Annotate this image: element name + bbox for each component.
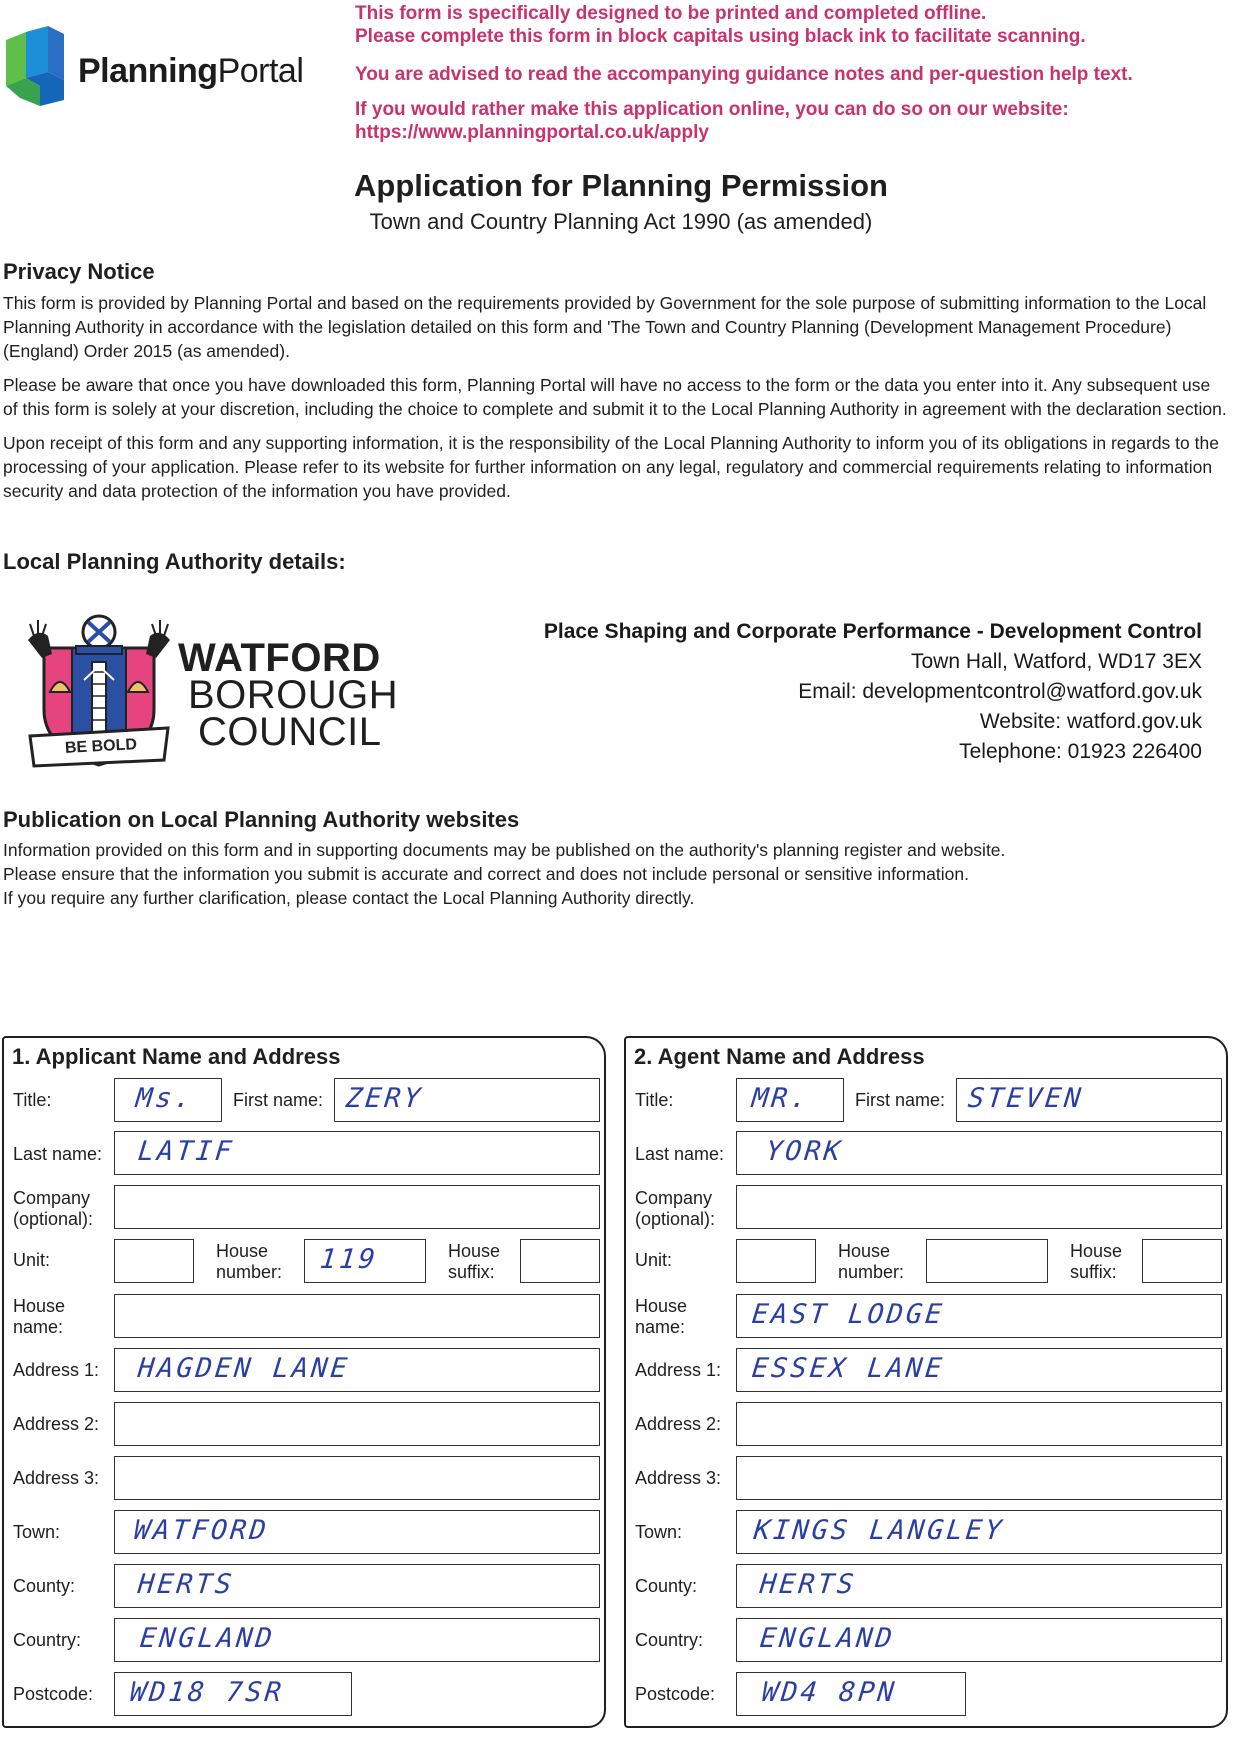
- company-label: Company (optional):: [13, 1188, 94, 1229]
- agent-country-value: ENGLAND: [758, 1623, 897, 1654]
- privacy-text: [3, 291, 1228, 503]
- applicant-town-value: WATFORD: [132, 1515, 271, 1546]
- house-number-label: House number:: [216, 1241, 283, 1282]
- applicant-address2-field[interactable]: [114, 1402, 600, 1446]
- planning-portal-logo-icon: [2, 26, 72, 106]
- applicant-title-value: Ms.: [134, 1083, 196, 1114]
- publication-text: [3, 838, 1228, 910]
- notice-line: You are advised to read the accompanying guidance notes and per-question help text.: [355, 64, 1133, 85]
- council-wordmark: [178, 636, 399, 754]
- applicant-section: [2, 1036, 606, 1728]
- agent-house-suffix-field[interactable]: [1142, 1239, 1222, 1283]
- agent-house-name-value: EAST LODGE: [750, 1299, 947, 1330]
- applicant-company-field[interactable]: [114, 1185, 600, 1229]
- address3-label: Address 3:: [635, 1468, 722, 1488]
- print-notice: [355, 2, 1235, 48]
- crest-motto: BE BOLD: [64, 736, 138, 757]
- last-name-label: Last name:: [635, 1144, 725, 1164]
- council-name-line: BOROUGH: [188, 673, 399, 717]
- first-name-label: First name:: [233, 1090, 324, 1110]
- country-label: Country:: [13, 1630, 82, 1650]
- unit-label: Unit:: [13, 1250, 51, 1270]
- applicant-heading: 1. Applicant Name and Address: [12, 1044, 341, 1069]
- first-name-label: First name:: [855, 1090, 946, 1110]
- publication-line: Information provided on this form and in supporting documents may be published on the authority's planning register and website.: [3, 840, 1006, 860]
- apply-link[interactable]: https://www.planningportal.co.uk/apply: [355, 122, 709, 143]
- council-name-line: WATFORD: [178, 636, 381, 680]
- last-name-label: Last name:: [13, 1144, 103, 1164]
- page-subtitle: Town and Country Planning Act 1990 (as amended): [369, 209, 873, 234]
- agent-heading: 2. Agent Name and Address: [634, 1044, 925, 1069]
- council-name-line: COUNCIL: [198, 710, 382, 754]
- lpa-telephone: Telephone: 01923 226400: [959, 740, 1202, 763]
- address2-label: Address 2:: [13, 1414, 100, 1434]
- house-name-label: House name:: [13, 1296, 66, 1337]
- lpa-department: Place Shaping and Corporate Performance - Development Control: [543, 620, 1202, 643]
- county-label: County:: [635, 1576, 698, 1596]
- lpa-address: Town Hall, Watford, WD17 3EX: [911, 650, 1202, 673]
- online-notice: [355, 98, 1235, 144]
- applicant-first-name-value: ZERY: [344, 1083, 425, 1114]
- agent-house-number-field[interactable]: [926, 1239, 1048, 1283]
- agent-last-name-value: YORK: [764, 1136, 845, 1167]
- applicant-house-suffix-field[interactable]: [520, 1239, 600, 1283]
- lpa-website[interactable]: Website: watford.gov.uk: [979, 710, 1202, 733]
- notice-line: If you would rather make this application online, you can do so on our website:: [355, 99, 1069, 120]
- publication-line: If you require any further clarification, please contact the Local Planning Authority directly.: [3, 888, 695, 908]
- agent-address1-value: ESSEX LANE: [750, 1353, 947, 1384]
- applicant-last-name-value: LATIF: [136, 1136, 236, 1167]
- guidance-notice: [355, 63, 1235, 86]
- town-label: Town:: [635, 1522, 683, 1542]
- title-label: Title:: [635, 1090, 674, 1110]
- house-suffix-label: House suffix:: [448, 1241, 501, 1282]
- privacy-paragraph: Please be aware that once you have downloaded this form, Planning Portal will have no access to the form or the data you enter into it. Any subsequent use of this form is solely at your discretion, including the choice to complete and submit it to the Local Planning Authority in agreement with the declaration section.: [3, 375, 1227, 419]
- applicant-house-number-value: 119: [318, 1244, 380, 1275]
- privacy-heading: Privacy Notice: [3, 259, 155, 284]
- country-label: Country:: [635, 1630, 704, 1650]
- agent-unit-field[interactable]: [736, 1239, 816, 1283]
- address2-label: Address 2:: [635, 1414, 722, 1434]
- notice-line: Please complete this form in block capitals using black ink to facilitate scanning.: [355, 26, 1086, 47]
- applicant-address1-value: HAGDEN LANE: [136, 1353, 352, 1384]
- house-name-label: House name:: [635, 1296, 688, 1337]
- page-title: Application for Planning Permission: [354, 168, 888, 203]
- address1-label: Address 1:: [13, 1360, 100, 1380]
- privacy-paragraph: This form is provided by Planning Portal and based on the requirements provided by Government for the sole purpose of submitting information to the Local Planning Authority in accordance with the legislation detailed on this form and 'The Town and Country Planning (Development Management Procedure) (England) Order 2015 (as amended).: [3, 293, 1207, 361]
- lpa-contact-details: [442, 617, 1202, 767]
- agent-postcode-value: WD4 8PN: [760, 1677, 899, 1708]
- company-label: Company (optional):: [635, 1188, 716, 1229]
- agent-town-value: KINGS LANGLEY: [752, 1515, 1006, 1546]
- planning-portal-logo: [2, 26, 302, 112]
- notice-line: This form is specifically designed to be printed and completed offline.: [355, 3, 987, 24]
- house-suffix-label: House suffix:: [1070, 1241, 1123, 1282]
- agent-county-value: HERTS: [758, 1569, 858, 1600]
- applicant-country-value: ENGLAND: [138, 1623, 277, 1654]
- applicant-postcode-value: WD18 7SR: [128, 1677, 286, 1708]
- title-label: Title:: [13, 1090, 52, 1110]
- lpa-heading: Local Planning Authority details:: [3, 549, 346, 574]
- address1-label: Address 1:: [635, 1360, 722, 1380]
- lpa-email[interactable]: Email: developmentcontrol@watford.gov.uk: [798, 680, 1202, 703]
- agent-company-field[interactable]: [736, 1185, 1222, 1229]
- county-label: County:: [13, 1576, 76, 1596]
- unit-label: Unit:: [635, 1250, 673, 1270]
- postcode-label: Postcode:: [13, 1684, 94, 1704]
- council-crest: [24, 610, 174, 770]
- house-number-label: House number:: [838, 1241, 905, 1282]
- publication-line: Please ensure that the information you submit is accurate and correct and does not include personal or sensitive information.: [3, 864, 969, 884]
- agent-title-value: MR.: [750, 1083, 812, 1114]
- applicant-unit-field[interactable]: [114, 1239, 194, 1283]
- privacy-paragraph: Upon receipt of this form and any supporting information, it is the responsibility of the Local Planning Authority to inform you of its obligations in regards to the processing of your application. Please refer to its website for further information on any legal, regulatory and commercial requirements relating to information security and data protection of the information you have provided.: [3, 433, 1219, 501]
- agent-address2-field[interactable]: [736, 1402, 1222, 1446]
- publication-heading: Publication on Local Planning Authority websites: [3, 807, 520, 832]
- agent-first-name-value: STEVEN: [966, 1083, 1086, 1114]
- applicant-address3-field[interactable]: [114, 1456, 600, 1500]
- agent-section: [624, 1036, 1228, 1728]
- applicant-house-name-field[interactable]: [114, 1294, 600, 1338]
- planning-portal-wordmark: PlanningPortal: [78, 52, 304, 90]
- address3-label: Address 3:: [13, 1468, 100, 1488]
- town-label: Town:: [13, 1522, 61, 1542]
- agent-address3-field[interactable]: [736, 1456, 1222, 1500]
- applicant-county-value: HERTS: [136, 1569, 236, 1600]
- postcode-label: Postcode:: [635, 1684, 716, 1704]
